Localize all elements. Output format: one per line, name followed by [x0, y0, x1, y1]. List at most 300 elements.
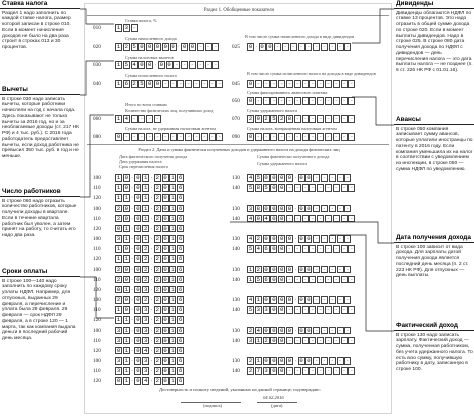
- form-cell: 1: [116, 80, 121, 87]
- transfer-deadline-cells: [115, 377, 185, 385]
- form-cell: 1: [171, 377, 175, 384]
- form-cell: 3: [144, 336, 148, 344]
- date-separator: .: [150, 265, 153, 272]
- form-cell: -: [287, 245, 292, 252]
- form-cell: 3: [116, 326, 121, 334]
- form-cell: 1: [144, 235, 148, 242]
- code-025: 025: [232, 44, 240, 50]
- form-cell: -: [295, 245, 299, 252]
- form-cell: 0: [116, 377, 121, 384]
- form-cell: 1: [124, 346, 128, 354]
- form-cell: -: [303, 245, 307, 252]
- form-cell: 2: [248, 357, 253, 364]
- form-cell: 2: [155, 275, 159, 283]
- form-cell: -: [318, 115, 323, 122]
- form-cell: 0: [163, 285, 167, 293]
- form-cell: -: [330, 296, 334, 303]
- form-cell: 4: [256, 245, 260, 252]
- form-cell: -: [346, 357, 350, 364]
- code-140: 140: [232, 368, 240, 374]
- form-cell: -: [295, 80, 299, 87]
- code-130: 130: [232, 358, 240, 364]
- form-cell: -: [342, 336, 346, 344]
- date-separator: .: [150, 174, 153, 180]
- form-cell: 0: [163, 204, 167, 212]
- form-cell: 0: [163, 296, 167, 303]
- form-cell: 2: [155, 377, 159, 384]
- form-cell: 0: [272, 275, 276, 283]
- form-cell: 3: [116, 336, 121, 344]
- form-cell: 0: [136, 296, 140, 303]
- form-cell: 0: [287, 265, 292, 273]
- decimal-separator: .: [294, 296, 296, 302]
- form-cell: -: [163, 80, 167, 87]
- form-cell: 0: [307, 204, 311, 212]
- code-140: 140: [232, 185, 240, 191]
- note-divider: [394, 242, 474, 243]
- persons-count-cells: [115, 115, 162, 123]
- form-cell: -: [303, 306, 307, 313]
- form-cell: -: [314, 235, 319, 242]
- form-cell: -: [256, 133, 260, 140]
- form-cell: 2: [144, 296, 148, 303]
- form-cell: 1: [144, 204, 148, 212]
- form-cell: 2: [256, 265, 260, 273]
- form-cell: 0: [163, 316, 167, 323]
- date-withheld-cells: [115, 337, 185, 345]
- form-cell: -: [311, 275, 315, 283]
- date-withheld-cells: [115, 215, 185, 223]
- form-cell: -: [314, 204, 319, 212]
- note-divider: [394, 8, 474, 9]
- form-cell: 4: [124, 115, 128, 122]
- form-cell: 1: [171, 174, 175, 181]
- form-cell: 2: [155, 357, 159, 364]
- form-cell: 2: [155, 265, 159, 273]
- form-cell: 1: [171, 204, 175, 212]
- form-cell: -: [342, 367, 346, 374]
- form-cell: -: [350, 306, 354, 313]
- date-income-cells: [115, 357, 185, 365]
- form-cell: 0: [264, 174, 268, 181]
- date-income-cells: [115, 235, 185, 243]
- form-cell: -: [322, 235, 327, 242]
- form-cell: 0: [163, 306, 167, 313]
- form-cell: 0: [307, 265, 311, 273]
- form-cell: 0: [163, 346, 167, 354]
- form-cell: 0: [116, 285, 121, 293]
- note-dividends: [394, 0, 474, 74]
- form-cell: 6: [178, 245, 183, 252]
- code-070: 070: [232, 116, 240, 122]
- form-cell: 5: [132, 43, 136, 50]
- form-cell: 7: [256, 367, 260, 374]
- form-cell: 1: [116, 306, 121, 313]
- note-actual-income: [394, 322, 474, 373]
- form-cell: 9: [256, 115, 260, 122]
- form-cell: 4: [256, 326, 260, 334]
- form-cell: 2: [155, 255, 159, 262]
- form-cell: 1: [124, 255, 128, 262]
- form-cell: 5: [124, 61, 128, 68]
- form-cell: 2: [155, 296, 159, 303]
- code-010: 010: [93, 25, 101, 31]
- actual-income-label: Сумма фактически полученного дохода: [257, 154, 330, 159]
- date-separator: .: [131, 296, 133, 302]
- form-cell: -: [326, 275, 331, 283]
- form-cell: 3: [144, 367, 148, 374]
- form-cell: 2: [256, 235, 260, 242]
- form-cell: 0: [136, 184, 140, 191]
- date-separator: .: [150, 194, 153, 200]
- code-110: 110: [93, 185, 101, 191]
- form-cell: 4: [248, 214, 253, 222]
- form-cell: 0: [272, 326, 276, 334]
- form-cell: -: [256, 80, 260, 87]
- form-cell: 0: [136, 224, 140, 232]
- form-cell: 9: [124, 265, 128, 273]
- form-cell: 2: [248, 326, 253, 334]
- date-separator: .: [131, 275, 133, 282]
- form-cell: -: [303, 97, 307, 104]
- code-100: 100: [93, 327, 101, 334]
- form-cell: 1: [124, 377, 128, 384]
- decimal-separator: .: [294, 265, 296, 272]
- date-withheld-label: Дата удержания налога: [119, 159, 162, 164]
- form-cell: 2: [144, 265, 148, 273]
- form-cell: -: [330, 235, 334, 242]
- form-cell: 5: [256, 275, 260, 283]
- note-text: В строке 050 компания записывает сумму авансов, которые уплатили иностранцы по патенту в 2016 году. Если компания уменьшила их на налог в соответствии с уведомлением из инспекции, в строке 050 — сумма НДФЛ по уведомлению.: [396, 126, 473, 172]
- form-cell: 1: [171, 326, 175, 334]
- code-140: 140: [232, 337, 240, 344]
- form-cell: 0: [148, 80, 152, 87]
- form-cell: -: [272, 97, 276, 104]
- code-120: 120: [93, 256, 101, 262]
- form-cell: 0: [280, 235, 284, 242]
- form-cell: 1: [171, 306, 175, 313]
- form-cell: -: [350, 133, 354, 140]
- form-cell: 3: [144, 357, 148, 364]
- date-separator: .: [131, 265, 133, 272]
- date-separator: .: [150, 326, 153, 333]
- code-090: 090: [232, 134, 240, 140]
- actual-withheld-cells: [247, 276, 356, 284]
- signature-caption: (подпись): [203, 403, 223, 408]
- returned-tax-label: Сумма налога, возвращенная налоговым агентом: [247, 126, 337, 131]
- form-cell: -: [155, 133, 160, 140]
- decimal-separator: .: [294, 204, 296, 211]
- form-cell: -: [295, 367, 299, 374]
- form-cell: 2: [116, 275, 121, 283]
- note-divider: [0, 94, 80, 95]
- form-cell: 0: [116, 224, 121, 232]
- date-separator: .: [150, 377, 153, 383]
- form-cell: 6: [178, 346, 183, 354]
- form-cell: 0: [163, 184, 167, 191]
- form-cell: 0: [163, 367, 167, 374]
- code-110: 110: [93, 368, 101, 374]
- form-cell: 1: [256, 336, 260, 344]
- code-120: 120: [93, 347, 101, 354]
- form-cell: 1: [116, 24, 121, 31]
- form-cell: 2: [248, 115, 253, 122]
- form-cell: 2: [155, 194, 159, 201]
- form-cell: 0: [280, 357, 284, 364]
- transfer-deadline-cells: [115, 286, 185, 294]
- not-withheld-cells: [115, 133, 224, 141]
- form-cell: 0: [299, 357, 303, 364]
- form-cell: -: [186, 80, 191, 87]
- form-cell: -: [171, 133, 175, 140]
- form-cell: 2: [124, 43, 128, 50]
- date-separator: .: [131, 285, 133, 292]
- form-cell: -: [322, 43, 327, 50]
- decimal-separator: .: [255, 43, 257, 49]
- form-cell: -: [334, 306, 338, 313]
- form-cell: 0: [287, 296, 292, 303]
- form-cell: 0: [163, 357, 167, 364]
- form-cell: 6: [178, 296, 183, 303]
- date-separator: .: [131, 316, 133, 322]
- form-cell: 0: [299, 204, 303, 212]
- date-separator: .: [131, 357, 133, 363]
- actual-income-cells: [247, 205, 352, 213]
- transfer-deadline-cells: [115, 316, 185, 324]
- form-cell: 0: [307, 357, 311, 364]
- form-cell: -: [342, 214, 346, 222]
- form-cell: 6: [178, 235, 183, 242]
- form-cell: 0: [148, 61, 152, 68]
- form-cell: -: [311, 97, 315, 104]
- date-separator: .: [131, 204, 133, 211]
- form-cell: 2: [155, 367, 159, 374]
- form-cell: -: [272, 133, 276, 140]
- form-cell: -: [318, 275, 323, 283]
- form-cell: -: [256, 97, 260, 104]
- form-cell: -: [346, 43, 350, 50]
- form-cell: -: [318, 184, 323, 191]
- form-cell: -: [311, 133, 315, 140]
- form-cell: 2: [132, 80, 136, 87]
- form-cell: -: [342, 133, 346, 140]
- form-cell: -: [346, 204, 350, 212]
- date-withheld-cells: [115, 245, 185, 253]
- form-cell: -: [214, 61, 218, 68]
- form-cell: -: [350, 115, 354, 122]
- form-cell: 2: [248, 367, 253, 374]
- note-tax-rate: [0, 0, 80, 51]
- form-cell: 0: [307, 235, 311, 242]
- form-cell: 4: [144, 346, 148, 354]
- form-cell: -: [264, 80, 268, 87]
- form-cell: -: [342, 184, 346, 191]
- form-cell: 0: [136, 204, 140, 212]
- form-cell: 6: [124, 80, 128, 87]
- form-cell: 0: [124, 184, 128, 191]
- form-cell: -: [264, 97, 268, 104]
- form-cell: -: [303, 275, 307, 283]
- date-separator: .: [131, 367, 133, 373]
- code-110: 110: [93, 337, 101, 344]
- form-cell: 3: [116, 235, 121, 242]
- form-cell: -: [303, 115, 307, 122]
- form-cell: -: [186, 133, 191, 140]
- persons-count-label: Количество физических лиц, получивших доход: [125, 108, 214, 113]
- form-cell: 0: [159, 61, 163, 68]
- note-title: Сроки оплаты: [2, 268, 48, 275]
- note-advances: [394, 116, 474, 173]
- form-cell: 0: [124, 306, 128, 313]
- note-title: Вычеты: [2, 86, 28, 93]
- form-cell: -: [326, 184, 331, 191]
- form-cell: -: [318, 367, 323, 374]
- actual-income-cells: [247, 357, 352, 365]
- form-cell: 2: [144, 224, 148, 232]
- date-separator: .: [131, 326, 133, 333]
- form-cell: 0: [155, 80, 160, 87]
- note-text: В строке 060 надо отразить количество работников, которые получили доходы в квартале. Если в течение квартала работник был уволен, а затем принят на работу, то считать его надо два раза.: [2, 198, 77, 239]
- form-cell: -: [342, 306, 346, 313]
- ndfl-form-page: [84, 3, 392, 414]
- form-cell: -: [198, 43, 202, 50]
- decimal-separator: .: [154, 61, 157, 67]
- dividend-tax-cells: [247, 80, 356, 88]
- note-text: Раздел 1 надо заполнить по каждой ставке налога, размер которой записан в строке 010. Если в момент начисления доходов не было на два раза строит в строках 013 и 30 процентов.: [2, 10, 71, 51]
- code-130: 130: [232, 266, 240, 273]
- form-cell: 0: [280, 275, 284, 283]
- form-cell: -: [280, 97, 284, 104]
- form-cell: 4: [132, 61, 136, 68]
- date-separator: .: [150, 306, 153, 312]
- total-all-rates-label: Итого по всем ставкам: [125, 102, 167, 107]
- form-cell: 0: [299, 174, 303, 181]
- form-cell: -: [124, 133, 128, 140]
- date-income-cells: [115, 174, 185, 182]
- dividend-income-label: В том числе сумма начисленного дохода в виде дивидендов: [245, 34, 355, 39]
- form-cell: 0: [272, 235, 276, 242]
- form-cell: -: [334, 275, 338, 283]
- form-cell: 0: [272, 214, 276, 222]
- form-cell: 0: [248, 133, 253, 140]
- form-cell: -: [171, 80, 175, 87]
- form-cell: -: [291, 43, 295, 50]
- date-separator: .: [150, 235, 153, 241]
- form-cell: -: [326, 115, 331, 122]
- form-cell: -: [342, 97, 346, 104]
- form-cell: 2: [116, 204, 121, 212]
- form-cell: -: [350, 184, 354, 191]
- form-cell: 0: [148, 43, 152, 50]
- form-cell: 5: [264, 184, 268, 191]
- form-cell: -: [322, 357, 327, 364]
- form-cell: 0: [182, 43, 187, 50]
- form-cell: -: [210, 133, 214, 140]
- form-cell: 1: [116, 316, 121, 323]
- withheld-tax-cells: [247, 115, 356, 123]
- form-cell: -: [311, 367, 315, 374]
- form-cell: -: [148, 133, 152, 140]
- code-140: 140: [232, 215, 240, 222]
- form-cell: -: [326, 367, 331, 374]
- form-cell: 0: [116, 346, 121, 354]
- form-cell: -: [272, 80, 276, 87]
- form-cell: -: [311, 214, 315, 222]
- decimal-separator: .: [294, 326, 296, 333]
- withheld-tax-label: Сумма удержанного налога: [247, 108, 298, 113]
- form-cell: -: [350, 97, 354, 104]
- form-cell: -: [295, 115, 299, 122]
- actual-income-cells: [247, 266, 352, 274]
- code-130: 130: [232, 205, 240, 212]
- code-110: 110: [93, 246, 101, 252]
- form-cell: 1: [171, 357, 175, 364]
- form-cell: -: [346, 265, 350, 273]
- form-cell: -: [311, 245, 315, 252]
- form-cell: 0: [272, 204, 276, 212]
- form-cell: 0: [287, 204, 292, 212]
- form-cell: 0: [163, 235, 167, 242]
- form-cell: -: [338, 296, 342, 303]
- form-cell: 1: [171, 296, 175, 303]
- form-cell: 0: [136, 285, 140, 293]
- form-cell: 0: [264, 204, 268, 212]
- form-cell: -: [194, 80, 199, 87]
- form-cell: 1: [144, 184, 148, 191]
- form-cell: -: [311, 306, 315, 313]
- note-title: Дивиденды: [396, 0, 434, 7]
- form-cell: -: [132, 24, 136, 31]
- signature-date: 04.02.2016: [263, 395, 284, 400]
- form-cell: 6: [178, 275, 183, 283]
- form-cell: -: [350, 214, 354, 222]
- form-cell: -: [330, 357, 334, 364]
- code-130: 130: [232, 327, 240, 334]
- form-cell: 0: [136, 367, 140, 374]
- form-cell: 2: [144, 245, 148, 252]
- form-cell: -: [338, 326, 342, 334]
- form-cell: -: [311, 336, 315, 344]
- date-separator: .: [131, 245, 133, 251]
- form-cell: -: [334, 245, 338, 252]
- date-separator: .: [150, 336, 153, 343]
- date-income-cells: [115, 205, 185, 213]
- form-cell: 1: [171, 336, 175, 344]
- form-cell: -: [330, 265, 334, 273]
- form-cell: 0: [280, 326, 284, 334]
- form-cell: 0: [272, 306, 276, 313]
- form-cell: -: [132, 115, 136, 122]
- form-cell: 0: [280, 367, 284, 374]
- form-cell: -: [350, 245, 354, 252]
- form-cell: -: [155, 115, 160, 122]
- form-cell: 1: [124, 235, 128, 242]
- form-cell: 0: [124, 174, 128, 181]
- form-cell: 0: [136, 214, 140, 222]
- note-text: В строке 130 надо записать зарплату. Фактический доход — сумма, полученная работником, без учета удержанного налога. То есть всю сумму, получившую работнику в дату, записанную в строке 100.: [396, 332, 473, 373]
- transfer-deadline-cells: [115, 194, 185, 202]
- form-cell: 2: [155, 306, 159, 313]
- form-cell: -: [350, 275, 354, 283]
- form-cell: 1: [256, 357, 260, 364]
- note-divider: [0, 196, 80, 197]
- form-cell: -: [338, 265, 342, 273]
- date-separator: .: [131, 184, 133, 190]
- date-separator: .: [150, 296, 153, 302]
- form-cell: 5: [248, 306, 253, 313]
- note-payment-deadlines: [0, 268, 80, 342]
- form-cell: -: [295, 336, 299, 344]
